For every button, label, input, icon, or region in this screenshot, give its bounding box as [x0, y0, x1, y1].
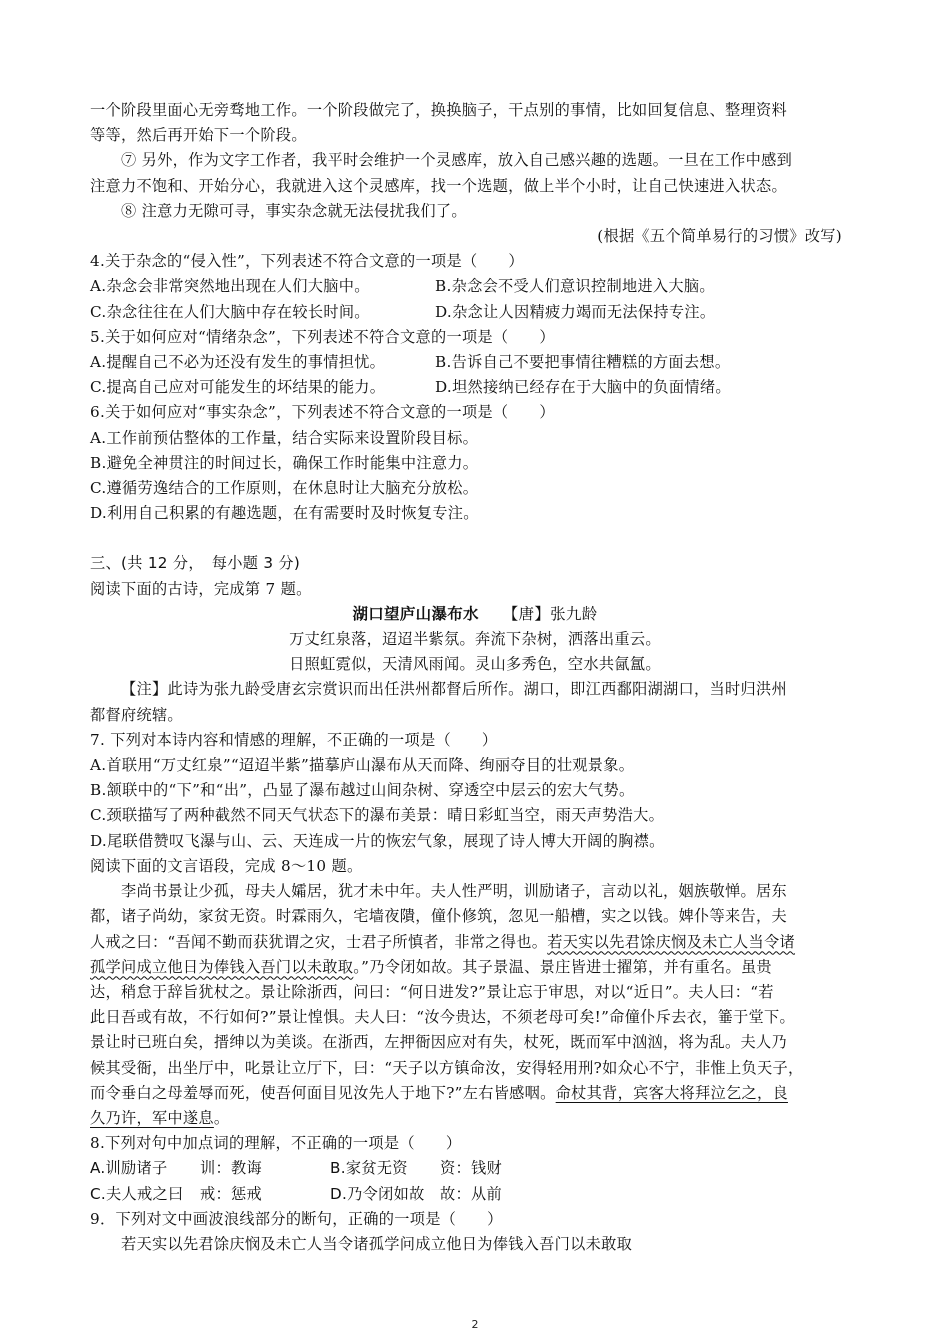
- wavy-underlined-text: 若天实以先君馀庆悯及未亡人当令诸: [547, 932, 796, 951]
- option-b: B.告诉自己不要把事情往糟糕的方面去想。: [435, 353, 731, 372]
- source-note: (根据《五个简单易行的习惯》改写): [597, 227, 842, 246]
- underlined-text: 命杖其背，宾客大将拜泣乞之，良: [555, 1083, 788, 1102]
- option-c-phrase: C.夫人戒之曰: [90, 1184, 184, 1203]
- classical-text: 达，稍怠于辞旨犹杖之。景让除浙西，问曰：“何日进发?”景让忘于审思，对以“近日”。夫人曰：“若: [90, 982, 774, 1001]
- option-a-phrase: A.训励诸子: [90, 1159, 168, 1178]
- option-c: C.提高自己应对可能发生的坏结果的能力。: [90, 378, 386, 397]
- poem-note-cont: 都督府统辖。: [90, 705, 183, 724]
- option-d: D.坦然接纳已经存在于大脑中的负面情绪。: [435, 378, 731, 397]
- option-a: A.提醒自己不必为还没有发生的事情担忧。: [90, 353, 386, 372]
- option-b: B.杂念会不受人们意识控制地进入大脑。: [435, 277, 715, 296]
- question-5-options-cd: [90, 375, 860, 400]
- option-c: C.杂念往往在人们大脑中存在较长时间。: [90, 302, 370, 321]
- classical-intro: 阅读下面的文言语段，完成 8～10 题。: [90, 856, 363, 875]
- classical-text: [90, 1081, 860, 1106]
- page-number: 2: [471, 1318, 479, 1331]
- document-page: [90, 98, 860, 1257]
- question-8-stem: 8.下列对句中加点词的理解，不正确的一项是（ ）: [90, 1134, 462, 1153]
- option-a: A.首联用“万丈红泉”“迢迢半紫”描摹庐山瀑布从天而降、绚丽夺目的壮观景象。: [90, 756, 635, 775]
- text-segment: 。: [213, 1108, 230, 1127]
- paragraph-7: ⑦ 另外，作为文字工作者，我平时会维护一个灵感库，放入自己感兴趣的选题。一旦在工作中感到: [121, 151, 793, 170]
- question-5-stem: 5.关于如何应对“情绪杂念”，下列表述不符合文意的一项是（ ）: [90, 327, 555, 346]
- question-7-stem: 7. 下列对本诗内容和情感的理解，不正确的一项是（ ）: [90, 730, 498, 749]
- wavy-underlined-text: 孤学问成立他日为俸钱入吾门以未敢取: [90, 957, 354, 976]
- section-intro: 阅读下面的古诗，完成第 7 题。: [90, 579, 312, 598]
- option-a: A.工作前预估整体的工作量，结合实际来设置阶段目标。: [90, 428, 479, 447]
- option-d-phrase: D.乃令闭如故: [330, 1184, 425, 1203]
- question-9-stem: 9．下列对文中画波浪线部分的断句，正确的一项是（ ）: [90, 1209, 503, 1228]
- question-8-options-cd: [90, 1182, 860, 1207]
- option-d-gloss: 故：从前: [440, 1184, 502, 1203]
- poem-line: 日照虹霓似，天清风雨闻。灵山多秀色，空水共氤氲。: [289, 655, 661, 674]
- section-heading: 三、(共 12 分， 每小题 3 分): [90, 554, 301, 573]
- classical-text: [90, 1106, 860, 1131]
- option-a-gloss: 训：教诲: [200, 1159, 262, 1178]
- text-segment: 而令垂白之母羞辱而死，使吾何面目见汝先人于地下?”左右皆感咽。: [90, 1083, 556, 1102]
- option-a: A.杂念会非常突然地出现在人们大脑中。: [90, 277, 370, 296]
- text-segment: 。”乃令闭如故。其子景温、景庄皆进士擢第，并有重名。虽贵: [353, 957, 772, 976]
- text-segment: 人戒之曰：“吾闻不勤而获犹谓之灾，士君子所慎者，非常之得也。: [90, 932, 548, 951]
- question-9-text: 若天实以先君馀庆悯及未亡人当令诸孤学问成立他日为俸钱入吾门以未敢取: [121, 1234, 633, 1253]
- option-c: C.颈联描写了两种截然不同天气状态下的瀑布美景：晴日彩虹当空，雨天声势浩大。: [90, 806, 665, 825]
- option-c-gloss: 戒：惩戒: [200, 1184, 262, 1203]
- classical-text: 景让时已班白矣，搢绅以为美谈。在浙西，左押衙因应对有失，杖死，既而军中汹汹，将为乱。夫人乃: [90, 1033, 787, 1052]
- option-b-gloss: 资：钱财: [440, 1159, 502, 1178]
- poem-line: 万丈红泉落，迢迢半紫氛。奔流下杂树，洒落出重云。: [289, 630, 661, 649]
- poem-title-line: [90, 602, 860, 627]
- poem-title: 湖口望庐山瀑布水: [352, 604, 479, 623]
- question-8-options-ab: [90, 1156, 860, 1181]
- question-4-options-cd: [90, 300, 860, 325]
- paragraph-7-cont: 注意力不饱和、开始分心，我就进入这个灵感库，找一个选题，做上半个小时，让自己快速进入状态。: [90, 176, 787, 195]
- poem-note: 【注】此诗为张九龄受唐玄宗赏识而出任洪州都督后所作。湖口，即江西鄱阳湖湖口，当时归洪州: [121, 680, 787, 699]
- option-d: D.利用自己积累的有趣选题，在有需要时及时恢复专注。: [90, 504, 479, 523]
- classical-text: 都，诸子尚幼，家贫无资。时霖雨久，宅墙夜隤，僮仆修筑，忽见一船槽，实之以钱。婢仆等来告，夫: [90, 907, 787, 926]
- body-text: 一个阶段里面心无旁骛地工作。一个阶段做完了，换换脑子，干点别的事情，比如回复信息、整理资料: [90, 101, 787, 119]
- classical-text: 李尚书景让少孤，母夫人孀居，犹才未中年。夫人性严明，训励诸子，言动以礼，姻族敬惮。居东: [121, 882, 787, 901]
- option-d: D.杂念让人因精疲力竭而无法保持专注。: [435, 302, 716, 321]
- paragraph-8: ⑧ 注意力无隙可寻，事实杂念就无法侵扰我们了。: [121, 201, 467, 220]
- classical-text: 此日吾或有故，不行如何?”景让惶惧。夫人曰：“汝今贵达，不须老母可矣!”命僮仆斥去衣，箠于堂下。: [90, 1008, 796, 1027]
- classical-text: 候其受衙，出坐厅中，叱景让立厅下，曰：“天子以方镇命汝，安得轻用刑?如众心不宁，非惟上负天子，: [90, 1058, 804, 1077]
- question-6-stem: 6.关于如何应对“事实杂念”，下列表述不符合文意的一项是（ ）: [90, 403, 555, 422]
- classical-text: [90, 955, 860, 980]
- question-5-options-ab: [90, 350, 860, 375]
- poem-author: 【唐】张九龄: [510, 604, 598, 623]
- classical-text: [90, 930, 860, 955]
- option-b: B.颔联中的“下”和“出”，凸显了瀑布越过山间杂树、穿透空中层云的宏大气势。: [90, 781, 635, 800]
- option-b-phrase: B.家贫无资: [330, 1159, 408, 1178]
- question-4-stem: 4.关于杂念的“侵入性”，下列表述不符合文意的一项是（ ）: [90, 252, 524, 271]
- option-b: B.避免全神贯注的时间过长，确保工作时能集中注意力。: [90, 453, 479, 472]
- underlined-text: 久乃许，军中遂息: [90, 1108, 214, 1127]
- body-text: 等等，然后再开始下一个阶段。: [90, 126, 307, 145]
- option-d: D.尾联借赞叹飞瀑与山、云、天连成一片的恢宏气象，展现了诗人博大开阔的胸襟。: [90, 831, 665, 850]
- option-c: C.遵循劳逸结合的工作原则，在休息时让大脑充分放松。: [90, 479, 479, 498]
- question-4-options-ab: [90, 274, 860, 299]
